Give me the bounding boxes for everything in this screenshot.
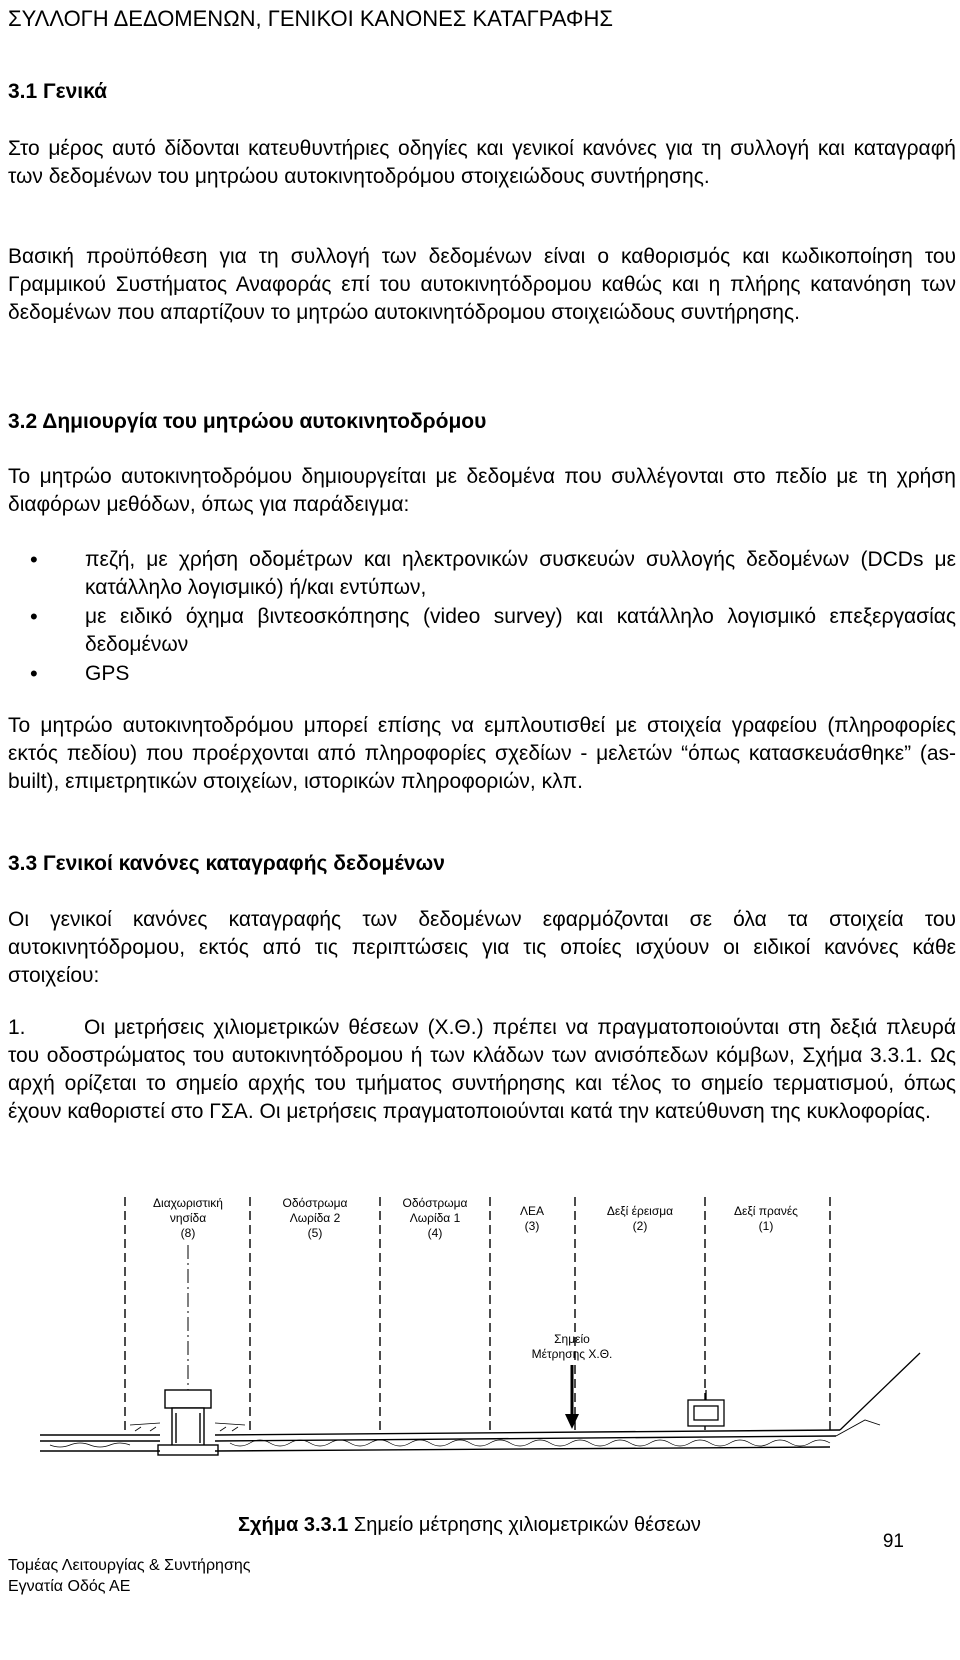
label-lane1-l3: (4) [427,1226,443,1240]
measurement-arrow-icon [565,1365,579,1429]
section-3-1-heading: 3.1 Γενικά [8,80,108,103]
figure-caption [238,1514,701,1537]
label-lea-l2: (3) [524,1219,540,1233]
label-lea-l1: ΛΕΑ [519,1204,545,1218]
drainage-structure [688,1390,724,1426]
right-slope [836,1353,920,1436]
bullet-dot-icon: • [30,661,38,686]
bullet-dot-icon: • [30,604,38,629]
bullet-text: GPS [85,662,130,685]
footer-company: Εγνατία Οδός ΑΕ [8,1578,131,1595]
measurement-point-figure [0,1185,960,1505]
numbered-item-number: 1. [8,1016,26,1039]
label-lane2-l3: (5) [307,1226,323,1240]
label-lane1-l2: Λωρίδα 1 [409,1211,461,1225]
section-3-3-paragraph-1: Οι γενικοί κανόνες καταγραφής των δεδομένων εφαρμόζονται σε όλα τα στοιχεία του αυτοκινητόδρομου, εκτός από τις περιπτώσεις για τις οποίες ισχύουν οι ειδικοί κανόνες κάθε στοιχείου: [8,908,956,987]
figure-caption-text: Σημείο μέτρησης χιλιομετρικών θέσεων [348,1514,701,1536]
label-lane2-l1: Οδόστρωμα [282,1196,348,1210]
section-3-2-paragraph-2: Το μητρώο αυτοκινητοδρόμου μπορεί επίσης να εμπλουτισθεί με στοιχεία γραφείου (πληροφορίες εκτός πεδίου) που προέρχονται από πληροφορίες σχεδίων - μελετών “όπως κατασκευάσθηκε” (as-built), επιμετρητικών στοιχείων, ιστορικών πληροφοριών, κλπ. [8,714,956,793]
label-shoulder-l1: Δεξί έρεισμα [606,1204,674,1218]
label-median-l2: νησίδα [169,1211,207,1225]
numbered-item-1 [8,1014,956,1126]
label-lane1-l1: Οδόστρωμα [402,1196,468,1210]
median-barrier [158,1390,218,1455]
page-number: 91 [882,1531,904,1552]
bullet-text: με ειδικό όχημα βιντεοσκόπησης (video survey) και κατάλληλο λογισμικό επεξεργασίας δεδομένων [85,605,956,656]
numbered-item-text: Οι μετρήσεις χιλιομετρικών θέσεων (Χ.Θ.) πρέπει να πραγματοποιούνται στη δεξιά πλευρά του οδοστρώματος του αυτοκινητόδρομου ή των κλάδων των ανισόπεδων κόμβων, Σχήμα 3.3.1. Ως αρχή ορίζεται το σημείο αρχής του τμήματος συντήρησης και τέλος το σημείο τερματισμού, όπως έχουν καθοριστεί στο ΓΣΑ. Οι μετρήσεις πραγματοποιούνται κατά την κατεύθυνση της κυκλοφορίας. [8,1016,956,1123]
footer-department: Τομέας Λειτουργίας & Συντήρησης [8,1557,251,1574]
label-median-l3: (8) [180,1226,196,1240]
label-shoulder-l2: (2) [632,1219,648,1233]
label-slope-l2: (1) [758,1219,774,1233]
section-3-2-heading: 3.2 Δημιουργία του μητρώου αυτοκινητοδρόμου [8,410,487,433]
section-3-2-paragraph-1: Το μητρώο αυτοκινητοδρόμου δημιουργείται με δεδομένα που συλλέγονται στο πεδίο με τη χρήση διαφόρων μεθόδων, όπως για παράδειγμα: [8,465,956,516]
figure-caption-label: Σχήμα 3.3.1 [238,1514,349,1536]
label-lane2-l2: Λωρίδα 2 [289,1211,341,1225]
section-3-3-heading: 3.3 Γενικοί κανόνες καταγραφής δεδομένων [8,852,445,875]
marker-label-l1: Σημείο [554,1332,590,1346]
section-3-1-paragraph-1: Στο μέρος αυτό δίδονται κατευθυντήριες οδηγίες και γενικοί κανόνες για τη συλλογή και καταγραφή των δεδομένων του μητρώου αυτοκινητοδρόμου στοιχειώδους συντήρησης. [8,137,956,188]
label-slope-l1: Δεξί πρανές [734,1204,798,1218]
label-median-l1: Διαχωριστική [153,1196,223,1210]
bullet-text: πεζή, με χρήση οδομέτρων και ηλεκτρονικών συσκευών συλλογής δεδομένων (DCDs με κατάλληλο λογισμικό) ή/και εντύπων, [85,548,956,599]
section-3-1-paragraph-2: Βασική προϋπόθεση για τη συλλογή των δεδομένων είναι ο καθορισμός και κωδικοποίηση του Γραμμικού Συστήματος Αναφοράς επί του αυτοκινητόδρομου καθώς και η πλήρης κατανόηση των δεδομένων που απαρτίζουν το μητρώο αυτοκινητόδρομου στοιχειώδους συντήρησης. [8,245,956,324]
page-header-title: ΣΥΛΛΟΓΗ ΔΕΔΟΜΕΝΩΝ, ΓΕΝΙΚΟΙ ΚΑΝΟΝΕΣ ΚΑΤΑΓΡΑΦΗΣ [8,6,613,31]
marker-label-l2: Μέτρησης Χ.Θ. [531,1347,613,1361]
bullet-dot-icon: • [30,547,38,572]
